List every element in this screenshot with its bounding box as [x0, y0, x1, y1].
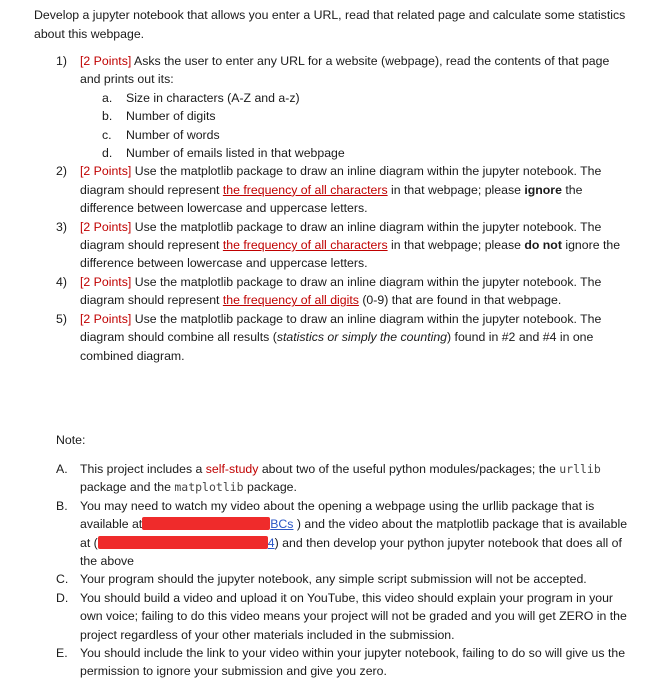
- emphasis-do-not: do not: [524, 238, 562, 253]
- task-number: 5): [56, 311, 67, 326]
- video-link-urllib[interactable]: BCs: [270, 517, 294, 532]
- intro-paragraph: Develop a jupyter notebook that allows you enter a URL, read that related page and calculate some statistics about this webpage.: [34, 8, 626, 41]
- redacted-link-2: [98, 536, 268, 549]
- emphasis-ignore: ignore: [524, 182, 562, 197]
- italic-note: statistics or simply the counting: [276, 330, 448, 345]
- subtask-item: c. Number of words: [102, 127, 220, 142]
- note-b: B. You may need to watch my video about the opening a webpage using the urllib package that is available at BCs ) and the video about the matplotlib package that is available at ( 4) and then develop your python jupyter notebook that does all of the above: [56, 498, 628, 569]
- code-urllib: urllib: [559, 462, 601, 476]
- points-label: [2 Points]: [80, 311, 132, 326]
- points-label: [2 Points]: [80, 274, 132, 289]
- note-c: C. Your program should the jupyter notebook, any simple script submission will not be accepted.: [56, 572, 587, 587]
- frequency-link: the frequency of all digits: [222, 293, 359, 308]
- subtask-item: a. Size in characters (A-Z and a-z): [102, 90, 300, 105]
- task-number: 1): [56, 54, 67, 68]
- task-3: 3) [2 Points] Use the matplotlib package to draw an inline diagram within the jupyter notebook. The diagram should represent the frequency of all characters in that webpage; please do not ignore the difference between lowercase and uppercase letters.: [56, 218, 632, 273]
- redacted-link-1: [142, 517, 270, 530]
- code-matplotlib: matplotlib: [174, 480, 244, 495]
- frequency-link: the frequency of all characters: [222, 238, 388, 253]
- points-label: [2 Points]: [80, 164, 132, 179]
- task-5: 5) [2 Points] Use the matplotlib package to draw an inline diagram within the jupyter notebook. The diagram should combine all results (statistics or simply the counting) found in #2 and #4 in one combined diagram.: [56, 310, 632, 365]
- task-number: 2): [56, 164, 67, 179]
- subtask-list: [80, 89, 632, 163]
- task-number: 4): [56, 274, 67, 289]
- points-label: [2 Points]: [80, 54, 132, 68]
- points-label: [2 Points]: [80, 219, 132, 234]
- note-list: [56, 460, 632, 681]
- note-d: D. You should build a video and upload it on YouTube, this video should explain your program in your own voice; failing to do this video means your project will not be graded and you will get ZERO in the project regardless of your other materials included in the submission.: [56, 590, 627, 642]
- self-study-label: self-study: [205, 462, 259, 476]
- note-heading: Note:: [56, 433, 86, 447]
- task-list: [56, 52, 632, 365]
- task-2: 2) [2 Points] Use the matplotlib package to draw an inline diagram within the jupyter notebook. The diagram should represent the frequency of all characters in that webpage; please ignore the difference between lowercase and uppercase letters.: [56, 162, 632, 217]
- video-link-matplotlib[interactable]: 4: [267, 535, 275, 550]
- subtask-item: d. Number of emails listed in that webpage: [102, 146, 345, 161]
- frequency-link: the frequency of all characters: [222, 182, 388, 197]
- note-e: E. You should include the link to your video within your jupyter notebook, failing to do so will give us the permission to ignore your submission and give you zero.: [56, 646, 626, 679]
- subtask-item: b. Number of digits: [102, 109, 216, 124]
- task-1: [56, 52, 632, 162]
- task-4: 4) [2 Points] Use the matplotlib package to draw an inline diagram within the jupyter notebook. The diagram should represent the frequency of all digits (0-9) that are found in that webpage.: [56, 273, 632, 310]
- note-a: A. This project includes a self-study about two of the useful python modules/packages; the urllib package and the matplotlib package.: [56, 462, 601, 495]
- task-number: 3): [56, 219, 67, 234]
- task-text: Asks the user to enter any URL for a website (webpage), read the contents of that page and prints out its:: [80, 54, 610, 87]
